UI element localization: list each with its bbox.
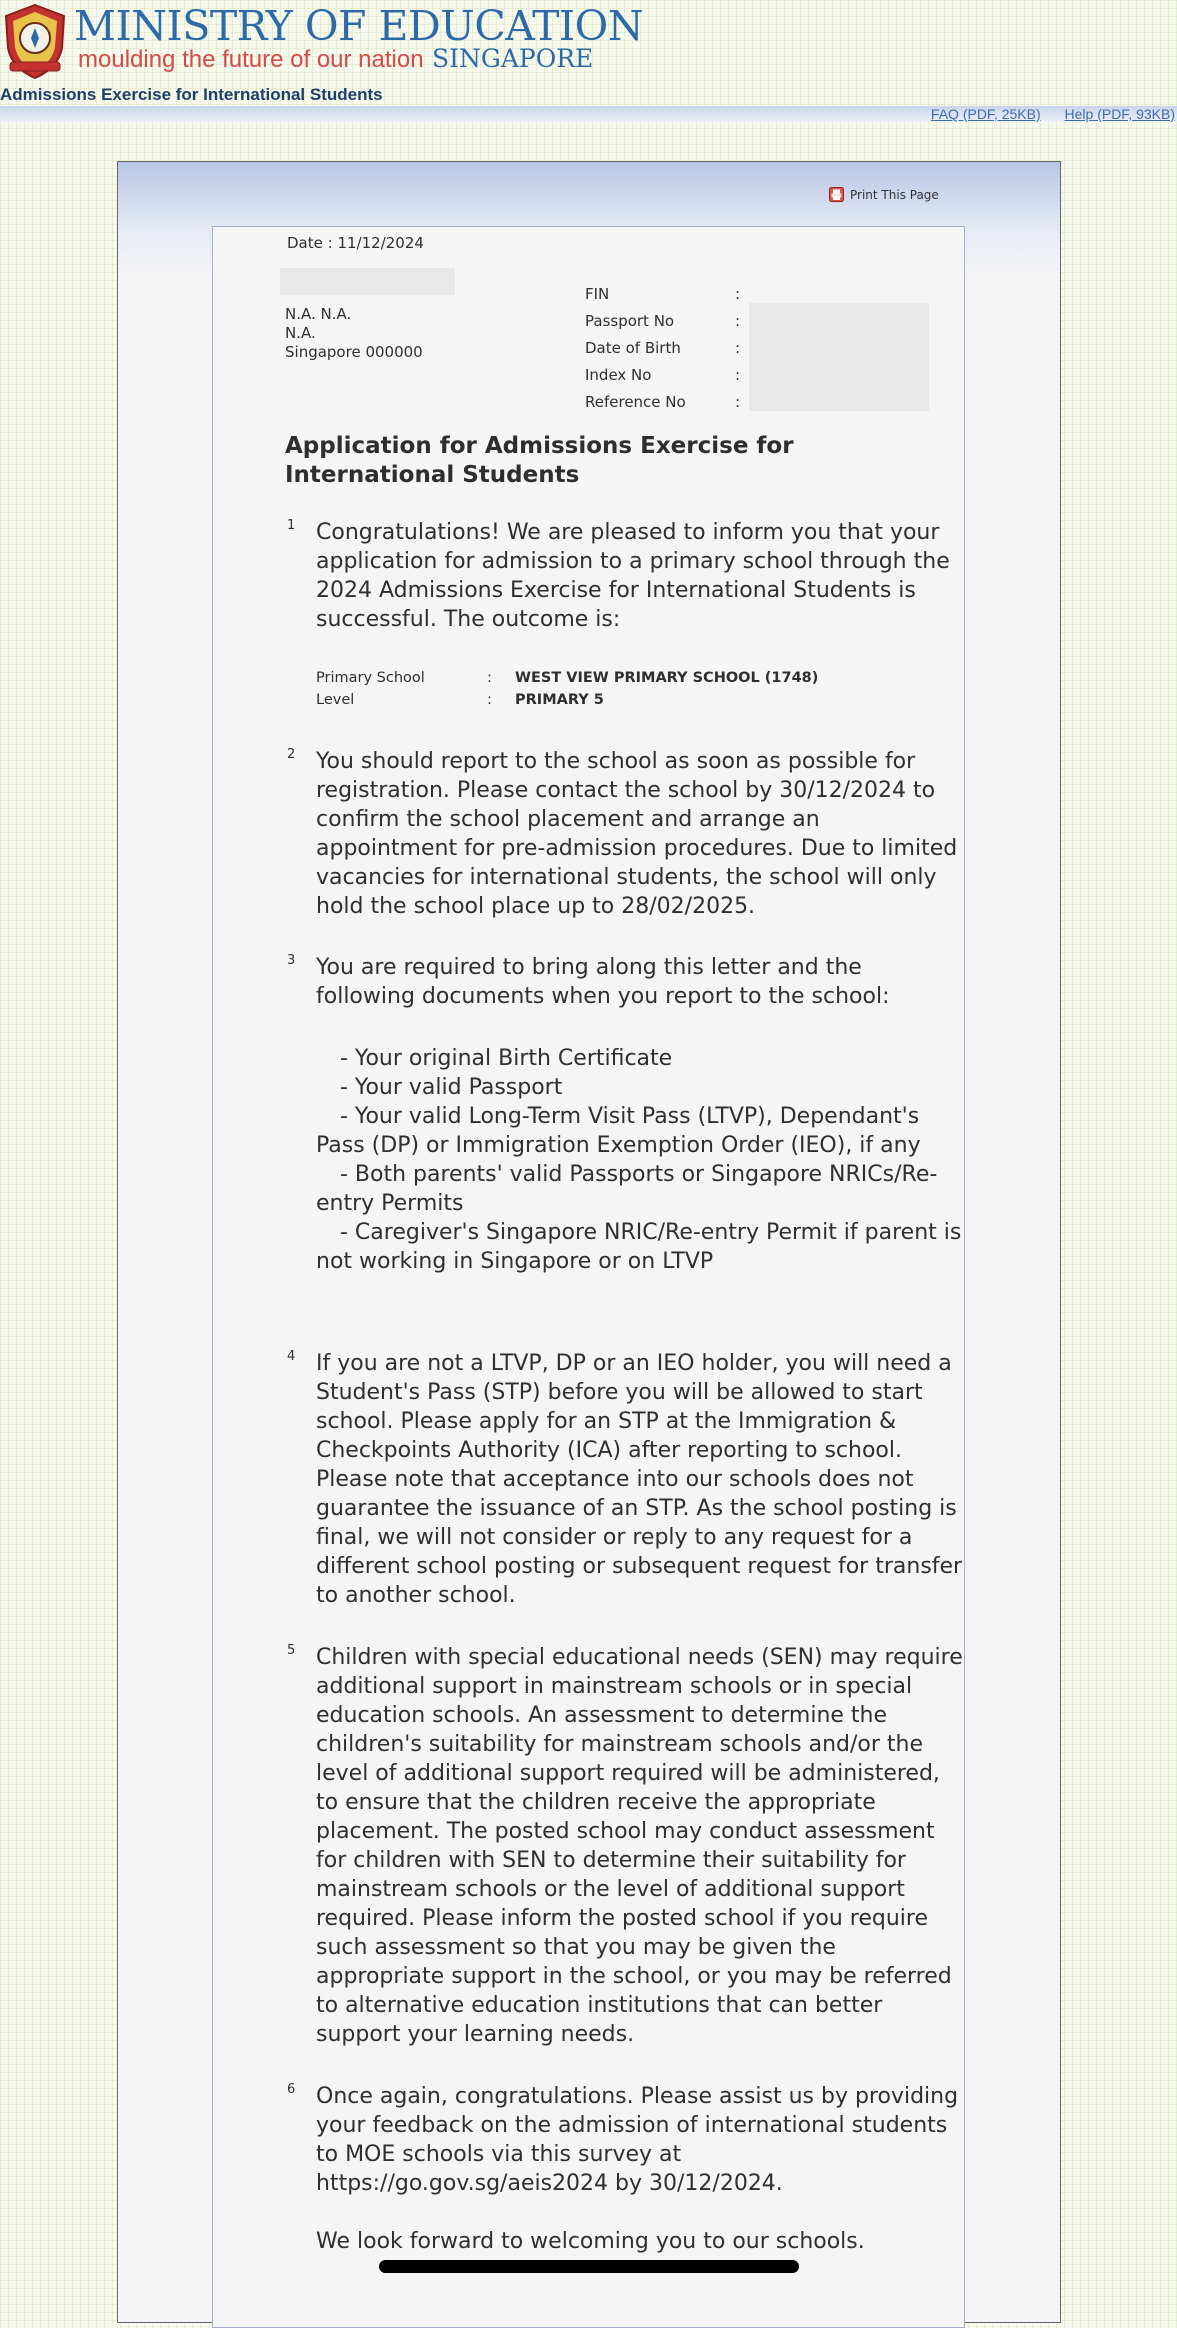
info-label: Passport No: [585, 312, 675, 330]
letter-heading: Application for Admissions Exercise for International Students: [285, 433, 794, 488]
site-header: [0, 0, 1177, 108]
outcome-label: Level: [316, 692, 355, 708]
document-item: - Caregiver's Singapore NRIC/Re-entry Permit if parent is not working in Singapore or on LTVP: [316, 1220, 962, 1274]
outcome-school-value: WEST VIEW PRIMARY SCHOOL (1748): [515, 670, 819, 686]
help-link[interactable]: Help (PDF, 93KB): [1064, 106, 1175, 122]
address-line: N.A. N.A.: [285, 305, 352, 323]
address-line: Singapore 000000: [285, 343, 423, 361]
paragraph-number: 4: [287, 1349, 296, 1364]
paragraph-5: [287, 1643, 967, 2049]
date-value: 11/12/2024: [337, 234, 424, 252]
header-links: [911, 106, 1175, 122]
outcome-separator: :: [487, 692, 492, 708]
info-value: [749, 389, 929, 416]
document-item: - Your valid Long-Term Visit Pass (LTVP), Dependant's Pass (DP) or Immigration Exemption Order (IEO), if any: [316, 1104, 921, 1158]
paragraph-text: You should report to the school as soon as possible for registration. Please contact the school by 30/12/2024 to confirm the school placement and arrange an appointment for pre-admission procedures. Due to limited vacancies for international students, the school will only hold the school place up to 28/02/2025.: [316, 749, 958, 919]
info-row-dob: Date of Birth :: [585, 335, 929, 362]
paragraph-6: [287, 2082, 967, 2256]
paragraph-number: 5: [287, 1643, 296, 1658]
ministry-tagline: moulding the future of our nation: [78, 46, 424, 73]
paragraph-body: Once again, congratulations. Please assist us by providing your feedback on the admission of international students to MOE schools via this survey at https://go.gov.sg/aeis2024 by 30/12/2024.: [316, 2084, 959, 2196]
info-row-reference: Reference No :: [585, 389, 929, 416]
info-row-fin: FIN :: [585, 281, 929, 308]
closing-line: We look forward to welcoming you to our schools.: [316, 2229, 865, 2254]
paragraph-text: Congratulations! We are pleased to inform you that your application for admission to a primary school through the 2024 Admissions Exercise for International Students is successful. The outcome is:: [316, 520, 950, 632]
printer-icon: [829, 187, 844, 202]
paragraph-number: 1: [287, 518, 296, 533]
print-page-label: Print This Page: [850, 187, 939, 202]
document-item: - Your original Birth Certificate: [340, 1046, 673, 1071]
outcome-level-row: [316, 689, 818, 711]
faq-link[interactable]: FAQ (PDF, 25KB): [930, 106, 1041, 122]
moe-crest-icon: [0, 2, 70, 80]
address-line: N.A.: [285, 324, 316, 342]
home-indicator-bar[interactable]: [379, 2260, 799, 2273]
paragraph-2: [287, 747, 967, 921]
ministry-country: SINGAPORE: [432, 44, 594, 73]
paragraph-number: 2: [287, 747, 296, 762]
paragraph-number: 6: [287, 2082, 296, 2097]
paragraph-number: 3: [287, 953, 296, 968]
date-label: Date :: [287, 234, 333, 252]
info-value: [749, 308, 929, 335]
print-page-button[interactable]: [829, 187, 939, 202]
page-subtitle: Admissions Exercise for International Students: [0, 85, 383, 104]
paragraph-text: [316, 2082, 966, 2256]
paragraph-1: [287, 518, 967, 634]
redacted-name-block: [280, 268, 455, 295]
info-row-index: Index No :: [585, 362, 929, 389]
document-item: - Both parents' valid Passports or Singapore NRICs/Re-entry Permits: [316, 1162, 938, 1216]
outcome-school-row: [316, 667, 818, 689]
recipient-address: [285, 305, 423, 362]
letter-date: [287, 234, 424, 252]
info-value: [749, 335, 929, 362]
paragraph-text: Children with special educational needs (SEN) may require additional support in mainstream schools or in special education schools. An assessment to determine the children's suitability for mainstream schools and/or the level of additional support required will be administered, to ensure that the children receive the appropriate placement. The posted school may conduct assessment for children with SEN to determine their suitability for mainstream schools or the level of additional support required. Please inform the posted school if you require such assessment so that you may be given the appropriate support in the school, or you may be referred to alternative education institutions that can better support your learning needs.: [316, 1645, 963, 2047]
info-value: [749, 362, 929, 389]
admission-outcome: [316, 667, 818, 711]
outcome-label: Primary School: [316, 670, 425, 686]
paragraph-3: [287, 953, 967, 1276]
document-item: - Your valid Passport: [340, 1075, 563, 1100]
info-label: Index No: [585, 366, 652, 384]
paragraph-intro: You are required to bring along this letter and the following documents when you report to the school:: [316, 955, 890, 1009]
ministry-title: MINISTRY OF EDUCATION: [74, 2, 644, 50]
paragraph-text: [316, 953, 966, 1276]
outcome-level-value: PRIMARY 5: [515, 692, 604, 708]
info-label: Reference No: [585, 393, 686, 411]
info-value: [749, 281, 929, 308]
applicant-info-table: [585, 281, 929, 416]
info-row-passport: Passport No :: [585, 308, 929, 335]
paragraph-4: [287, 1349, 967, 1610]
paragraph-text: If you are not a LTVP, DP or an IEO holder, you will need a Student's Pass (STP) before you will be allowed to start school. Please apply for an STP at the Immigration & Checkpoints Authority (ICA) after reporting to school. Please note that acceptance into our schools does not guarantee the issuance of an STP. As the school posting is final, we will not consider or reply to any request for a different school posting or subsequent request for transfer to another school.: [316, 1351, 963, 1608]
info-label: FIN: [585, 285, 610, 303]
info-label: Date of Birth: [585, 339, 681, 357]
outcome-separator: :: [487, 670, 492, 686]
